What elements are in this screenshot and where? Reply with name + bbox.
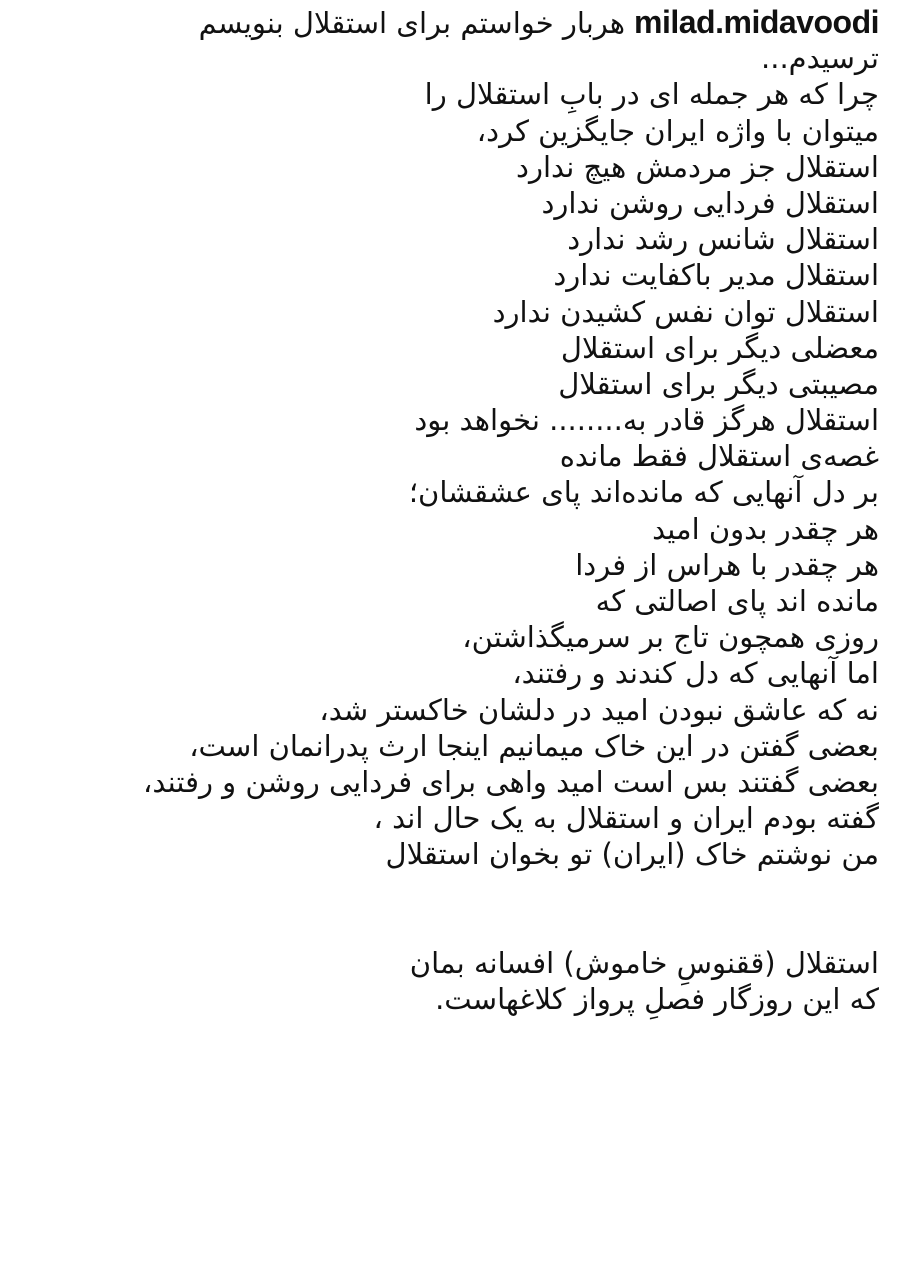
caption-line: استقلال جز مردمش هیچ ندارد xyxy=(516,149,879,184)
caption-line: استقلال مدیر باکفایت ندارد xyxy=(553,258,879,293)
caption-line: گفته بودم ایران و استقلال به یک حال اند ، xyxy=(373,801,879,836)
caption-line xyxy=(60,4,879,40)
caption-line: مانده اند پای اصالتی که xyxy=(595,584,879,618)
caption-line: بعضی گفتن در این خاک میمانیم اینجا ارث پدرانمان است، xyxy=(189,728,879,763)
caption-line: چرا که هر جمله ای در بابِ استقلال را xyxy=(424,77,879,112)
caption-line: بر دل آنهایی که مانده‌اند پای عشقشان؛ xyxy=(408,475,879,510)
caption-text: هربار خواستم برای استقلال بنویسم xyxy=(198,6,626,40)
caption-line: هر چقدر بدون امید xyxy=(652,511,879,546)
caption-line: استقلال فردایی روشن ندارد xyxy=(541,185,879,220)
paragraph-gap xyxy=(60,873,879,945)
caption-line: معضلی دیگر برای استقلال xyxy=(560,330,879,365)
closing-line: که این روزگار فصلِ پرواز کلاغهاست. xyxy=(435,981,879,1016)
username[interactable]: milad.midavoodi xyxy=(634,4,879,40)
caption-line: غصه‌ی استقلال فقط مانده xyxy=(559,439,879,474)
caption-line: اما آنهایی که دل کندند و رفتند، xyxy=(512,656,879,691)
caption-line: ترسیدم... xyxy=(761,41,879,76)
caption-line: استقلال شانس رشد ندارد xyxy=(567,222,879,257)
caption-line: بعضی گفتند بس است امید واهی برای فردایی روشن و رفتند، xyxy=(143,764,879,799)
caption-line: روزی همچون تاج بر سرمیگذاشتن، xyxy=(462,620,879,655)
caption-line: مصیبتی دیگر برای استقلال xyxy=(558,366,879,401)
caption-line: استقلال هرگز قادر به........ نخواهد بود xyxy=(414,403,879,438)
post-caption xyxy=(60,0,879,1017)
caption-line: میتوان با واژه ایران جایگزین کرد، xyxy=(476,113,879,148)
caption-line: هر چقدر با هراس از فردا xyxy=(575,547,879,582)
caption-line: استقلال توان نفس کشیدن ندارد xyxy=(492,294,879,329)
caption-line: نه که عاشق نبودن امید در دلشان خاکستر شد، xyxy=(319,692,879,727)
caption-line: من نوشتم خاک (ایران) تو بخوان استقلال xyxy=(385,837,879,872)
closing-line: استقلال (ققنوسِ خاموش) افسانه بمان xyxy=(409,945,879,980)
